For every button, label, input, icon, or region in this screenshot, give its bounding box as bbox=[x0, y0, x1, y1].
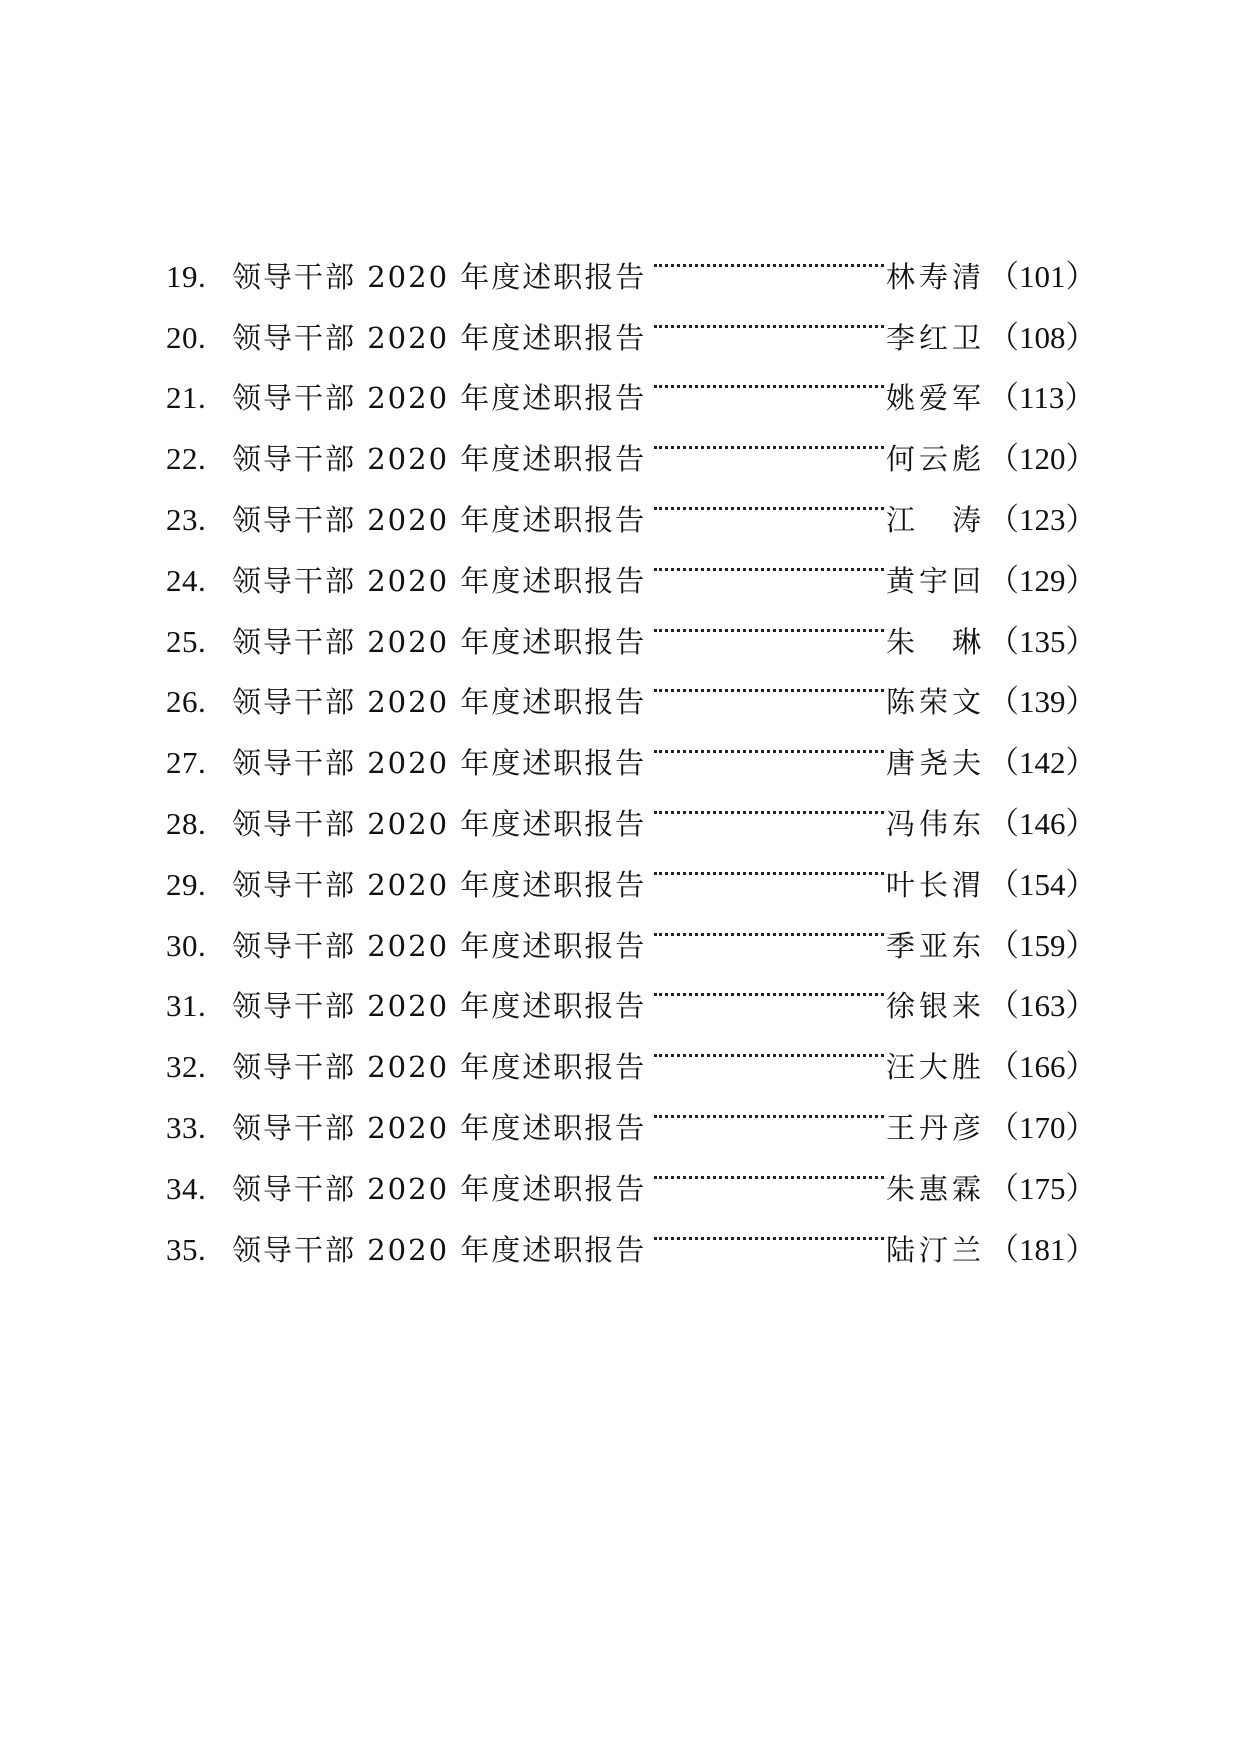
dot-leader bbox=[654, 895, 884, 956]
entry-page-number: （181） bbox=[988, 1231, 1097, 1267]
entry-page-number: （129） bbox=[988, 562, 1097, 598]
entry-author: 叶长渭 bbox=[886, 867, 986, 902]
entry-title: 领导干部 2020 年度述职报告 bbox=[232, 746, 647, 781]
entry-author: 朱惠霖 bbox=[886, 1171, 986, 1206]
entry-number: 28. bbox=[166, 805, 207, 841]
entry-author: 王丹彦 bbox=[886, 1110, 986, 1145]
entry-number: 26. bbox=[166, 684, 207, 720]
entry-page-number: （154） bbox=[988, 866, 1097, 902]
entry-title: 领导干部 2020 年度述职报告 bbox=[232, 989, 647, 1024]
entry-title: 领导干部 2020 年度述职报告 bbox=[232, 867, 647, 902]
dot-leader bbox=[654, 226, 884, 287]
entry-number: 22. bbox=[166, 441, 207, 477]
entry-author: 江 涛 bbox=[886, 502, 986, 537]
entry-title: 领导干部 2020 年度述职报告 bbox=[232, 1050, 647, 1085]
entry-number: 33. bbox=[166, 1109, 207, 1145]
entry-title: 领导干部 2020 年度述职报告 bbox=[232, 685, 647, 720]
entry-number: 20. bbox=[166, 319, 207, 355]
entry-author: 陆汀兰 bbox=[886, 1232, 986, 1267]
entry-number: 21. bbox=[166, 380, 207, 416]
table-of-contents bbox=[166, 226, 1097, 1267]
entry-title: 领导干部 2020 年度述职报告 bbox=[232, 502, 647, 537]
dot-leader bbox=[654, 530, 884, 591]
entry-number: 35. bbox=[166, 1231, 207, 1267]
entry-number: 19. bbox=[166, 258, 207, 294]
entry-number: 34. bbox=[166, 1170, 207, 1206]
dot-leader bbox=[654, 652, 884, 713]
dot-leader bbox=[654, 287, 884, 348]
entry-page-number: （159） bbox=[988, 927, 1097, 963]
entry-page-number: （120） bbox=[988, 441, 1097, 477]
entry-author: 季亚东 bbox=[886, 928, 986, 963]
entry-author: 徐银来 bbox=[886, 989, 986, 1024]
dot-leader bbox=[654, 408, 884, 469]
entry-title: 领导干部 2020 年度述职报告 bbox=[232, 442, 647, 477]
entry-page-number: （146） bbox=[988, 805, 1097, 841]
entry-page-number: （101） bbox=[988, 258, 1097, 294]
entry-author: 黄宇回 bbox=[886, 563, 986, 598]
dot-leader bbox=[654, 773, 884, 834]
dot-leader bbox=[654, 1016, 884, 1077]
dot-leader bbox=[654, 1077, 884, 1138]
entry-page-number: （142） bbox=[988, 745, 1097, 781]
dot-leader bbox=[654, 956, 884, 1017]
entry-number: 30. bbox=[166, 927, 207, 963]
entry-page-number: （175） bbox=[988, 1170, 1097, 1206]
entry-author: 冯伟东 bbox=[886, 806, 986, 841]
entry-title: 领导干部 2020 年度述职报告 bbox=[232, 806, 647, 841]
entry-page-number: （123） bbox=[988, 501, 1097, 537]
entry-author: 唐尧夫 bbox=[886, 746, 986, 781]
entry-number: 29. bbox=[166, 866, 207, 902]
entry-title: 领导干部 2020 年度述职报告 bbox=[232, 624, 647, 659]
dot-leader bbox=[654, 348, 884, 409]
entry-author: 陈荣文 bbox=[886, 685, 986, 720]
entry-title: 领导干部 2020 年度述职报告 bbox=[232, 381, 647, 416]
entry-title: 领导干部 2020 年度述职报告 bbox=[232, 259, 647, 294]
entry-page-number: （170） bbox=[988, 1109, 1097, 1145]
dot-leader bbox=[654, 1138, 884, 1199]
entry-author: 姚爱军 bbox=[886, 381, 986, 416]
entry-page-number: （163） bbox=[988, 988, 1097, 1024]
entry-title: 领导干部 2020 年度述职报告 bbox=[232, 1171, 647, 1206]
entry-number: 24. bbox=[166, 562, 207, 598]
entry-page-number: （135） bbox=[988, 623, 1097, 659]
entry-page-number: （108） bbox=[988, 319, 1097, 355]
entry-page-number: （113） bbox=[988, 380, 1096, 416]
entry-author: 李红卫 bbox=[886, 320, 986, 355]
dot-leader bbox=[654, 1199, 884, 1260]
entry-title: 领导干部 2020 年度述职报告 bbox=[232, 928, 647, 963]
entry-author: 何云彪 bbox=[886, 442, 986, 477]
entry-number: 31. bbox=[166, 988, 207, 1024]
entry-author: 林寿清 bbox=[886, 259, 986, 294]
dot-leader bbox=[654, 834, 884, 895]
entry-page-number: （166） bbox=[988, 1049, 1097, 1085]
entry-number: 32. bbox=[166, 1049, 207, 1085]
dot-leader bbox=[654, 469, 884, 530]
entry-number: 25. bbox=[166, 623, 207, 659]
entry-author: 朱 琳 bbox=[886, 624, 986, 659]
entry-page-number: （139） bbox=[988, 684, 1097, 720]
entry-number: 23. bbox=[166, 501, 207, 537]
entry-title: 领导干部 2020 年度述职报告 bbox=[232, 320, 647, 355]
dot-leader bbox=[654, 591, 884, 652]
toc-entry bbox=[166, 226, 1097, 294]
dot-leader bbox=[654, 712, 884, 773]
entry-title: 领导干部 2020 年度述职报告 bbox=[232, 1232, 647, 1267]
entry-title: 领导干部 2020 年度述职报告 bbox=[232, 563, 647, 598]
entry-author: 汪大胜 bbox=[886, 1050, 986, 1085]
entry-title: 领导干部 2020 年度述职报告 bbox=[232, 1110, 647, 1145]
entry-number: 27. bbox=[166, 745, 207, 781]
